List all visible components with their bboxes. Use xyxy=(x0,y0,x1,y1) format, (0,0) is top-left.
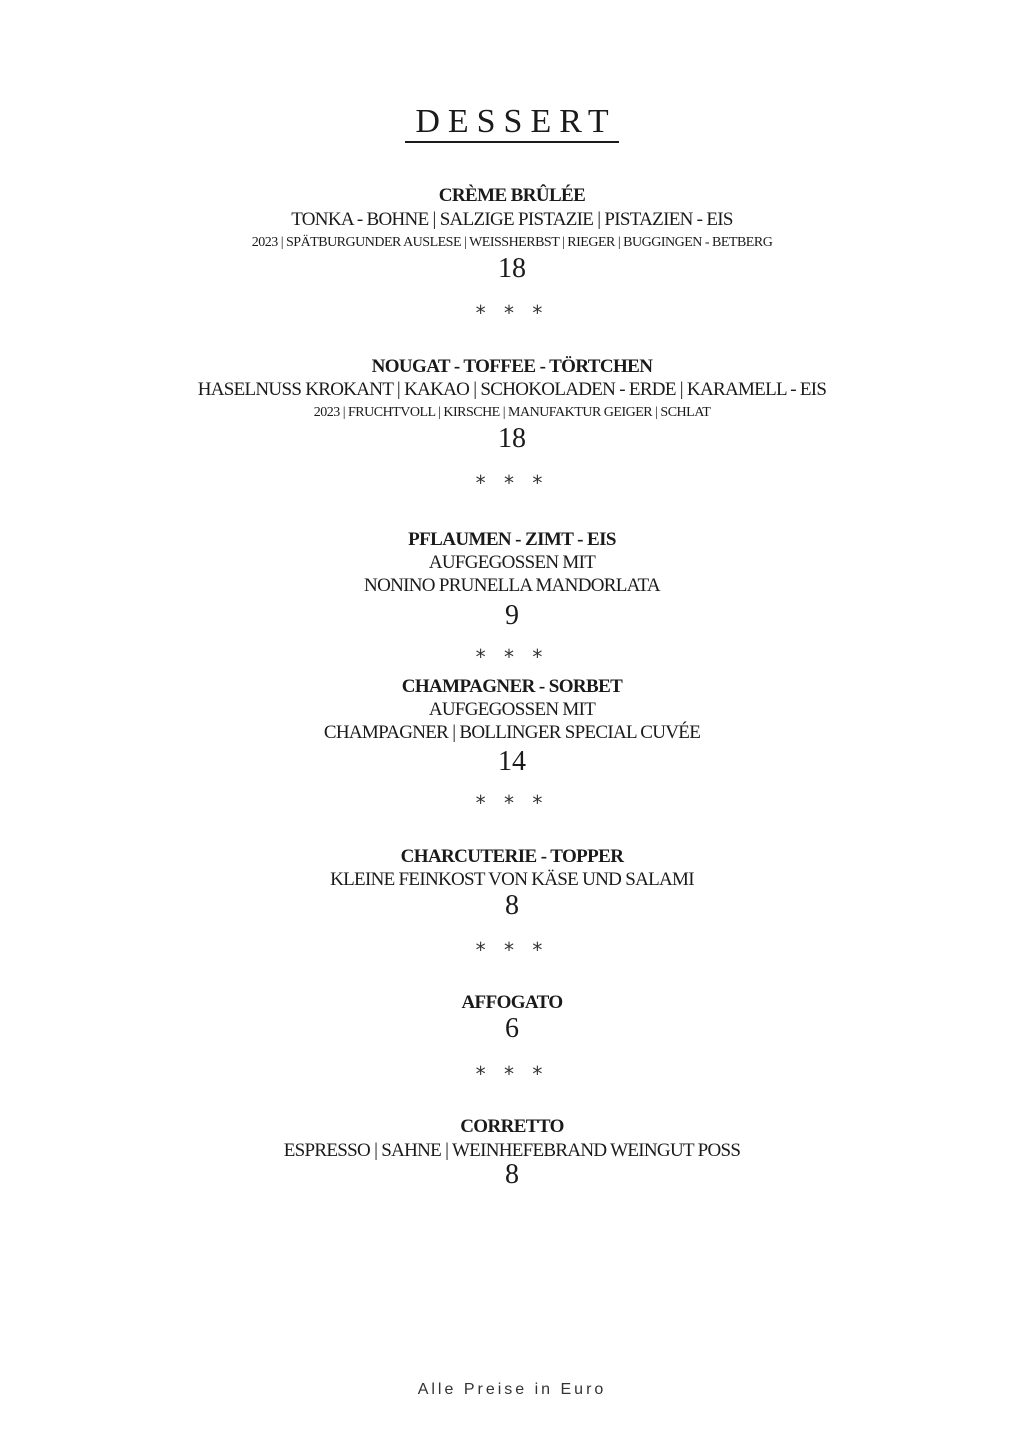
separator: * * * xyxy=(475,938,549,962)
item-description-line2-champagner: CHAMPAGNER | BOLLINGER SPECIAL CUVÉE xyxy=(323,722,701,743)
item-description-nougat-toffee: HASELNUSS KROKANT | KAKAO | SCHOKOLADEN - ERDE | KARAMELL - EIS xyxy=(197,379,827,400)
item-price-creme-brulee: 18 xyxy=(498,253,526,284)
item-description-line2-pflaumen: NONINO PRUNELLA MANDORLATA xyxy=(364,575,660,596)
item-name-affogato: AFFOGATO xyxy=(461,992,563,1013)
item-price-corretto: 8 xyxy=(505,1159,519,1190)
price-footer-note: Alle Preise in Euro xyxy=(417,1381,607,1398)
item-price-charcuterie: 8 xyxy=(505,890,519,921)
wine-pairing-creme-brulee: 2023 | SPÄTBURGUNDER AUSLESE | WEISSHERBST | RIEGER | BUGGINGEN - BETBERG xyxy=(251,235,773,250)
wine-pairing-nougat-toffee: 2023 | FRUCHTVOLL | KIRSCHE | MANUFAKTUR GEIGER | SCHLAT xyxy=(313,405,711,420)
separator: * * * xyxy=(475,1062,549,1086)
item-name-charcuterie-topper: CHARCUTERIE - TOPPER xyxy=(400,846,624,867)
separator: * * * xyxy=(475,791,549,815)
separator: * * * xyxy=(475,471,549,495)
item-name-corretto: CORRETTO xyxy=(460,1116,564,1137)
item-name-nougat-toffee: NOUGAT - TOFFEE - TÖRTCHEN xyxy=(371,356,653,377)
item-name-champagner-sorbet: CHAMPAGNER - SORBET xyxy=(401,676,623,697)
item-name-creme-brulee: CRÈME BRÛLÉE xyxy=(438,185,586,206)
item-description-charcuterie: KLEINE FEINKOST VON KÄSE UND SALAMI xyxy=(330,869,694,890)
item-description-line1-champagner: AUFGEGOSSEN MIT xyxy=(428,699,596,720)
item-name-pflaumen-zimt-eis: PFLAUMEN - ZIMT - EIS xyxy=(408,529,616,550)
item-description-corretto: ESPRESSO | SAHNE | WEINHEFEBRAND WEINGUT POSS xyxy=(283,1140,741,1161)
menu-title: DESSERT xyxy=(0,100,1024,144)
separator: * * * xyxy=(475,645,549,669)
item-description-line1-pflaumen: AUFGEGOSSEN MIT xyxy=(428,552,596,573)
item-price-nougat-toffee: 18 xyxy=(498,423,526,454)
item-price-champagner: 14 xyxy=(498,746,526,777)
item-price-affogato: 6 xyxy=(505,1013,519,1044)
item-price-pflaumen: 9 xyxy=(505,600,519,631)
separator: * * * xyxy=(475,301,549,325)
item-description-creme-brulee: TONKA - BOHNE | SALZIGE PISTAZIE | PISTAZIEN - EIS xyxy=(291,209,733,230)
